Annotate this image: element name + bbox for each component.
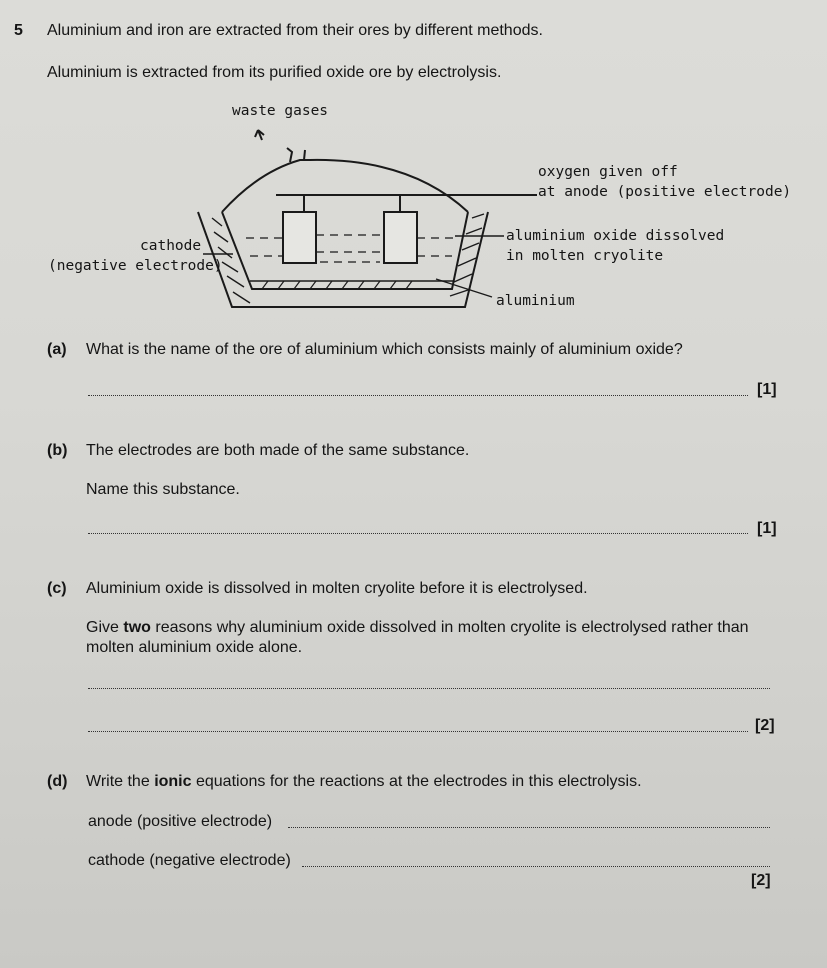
- label-cathode: cathode: [140, 238, 202, 254]
- part-d-cathode-label: cathode (negative electrode): [88, 852, 291, 869]
- part-c-question-line2: molten aluminium oxide alone.: [86, 639, 303, 656]
- part-c-rest: reasons why aluminium oxide dissolved in molten cryolite is electrolysed rather than: [155, 619, 749, 636]
- question-intro-2: Aluminium is extracted from its purified oxide ore by electrolysis.: [47, 64, 502, 81]
- part-d-cathode-answer-line[interactable]: [302, 866, 770, 867]
- part-a-question: What is the name of the ore of aluminium which consists mainly of aluminium oxide?: [86, 341, 683, 358]
- part-b-marks: [1]: [757, 520, 777, 537]
- label-negative-electrode: (negative electrode): [48, 258, 223, 274]
- part-a-label: (a): [47, 341, 67, 358]
- part-d-text-post: equations for the reactions at the electrodes in this electrolysis.: [195, 773, 642, 790]
- part-c-statement: Aluminium oxide is dissolved in molten cryolite before it is electrolysed.: [86, 580, 588, 597]
- part-c-label: (c): [47, 580, 67, 597]
- label-anode: at anode (positive electrode): [538, 184, 792, 200]
- part-b-label: (b): [47, 442, 68, 459]
- part-a-marks: [1]: [757, 381, 777, 398]
- part-d-anode-answer-line[interactable]: [288, 827, 770, 828]
- label-waste-gases: waste gases: [232, 103, 329, 119]
- part-c-question: [86, 619, 749, 637]
- part-a-answer-line[interactable]: [88, 395, 748, 396]
- label-oxygen-given-off: oxygen given off: [538, 164, 678, 180]
- part-d-text-pre: Write the: [86, 773, 150, 790]
- part-d-marks: [2]: [751, 872, 771, 889]
- electrolysis-cell-diagram: [0, 0, 827, 330]
- part-b-prompt: Name this substance.: [86, 481, 240, 498]
- part-b-answer-line[interactable]: [88, 533, 748, 534]
- part-d-label: (d): [47, 773, 68, 790]
- part-c-give: Give: [86, 619, 119, 636]
- part-c-answer-line-2[interactable]: [88, 731, 748, 732]
- label-molten-cryolite: in molten cryolite: [506, 248, 664, 264]
- part-d-anode-label: anode (positive electrode): [88, 813, 273, 830]
- part-b-question: The electrodes are both made of the same substance.: [86, 442, 470, 459]
- question-number: 5: [14, 22, 23, 39]
- question-intro: Aluminium and iron are extracted from their ores by different methods.: [47, 22, 543, 39]
- part-c-answer-line-1[interactable]: [88, 688, 770, 689]
- part-c-two: two: [123, 619, 151, 636]
- label-aluminium-oxide-dissolved: aluminium oxide dissolved: [506, 228, 725, 244]
- part-d-question: [86, 773, 642, 791]
- part-c-marks: [2]: [755, 717, 775, 734]
- label-aluminium: aluminium: [496, 293, 575, 309]
- part-d-ionic: ionic: [154, 773, 192, 790]
